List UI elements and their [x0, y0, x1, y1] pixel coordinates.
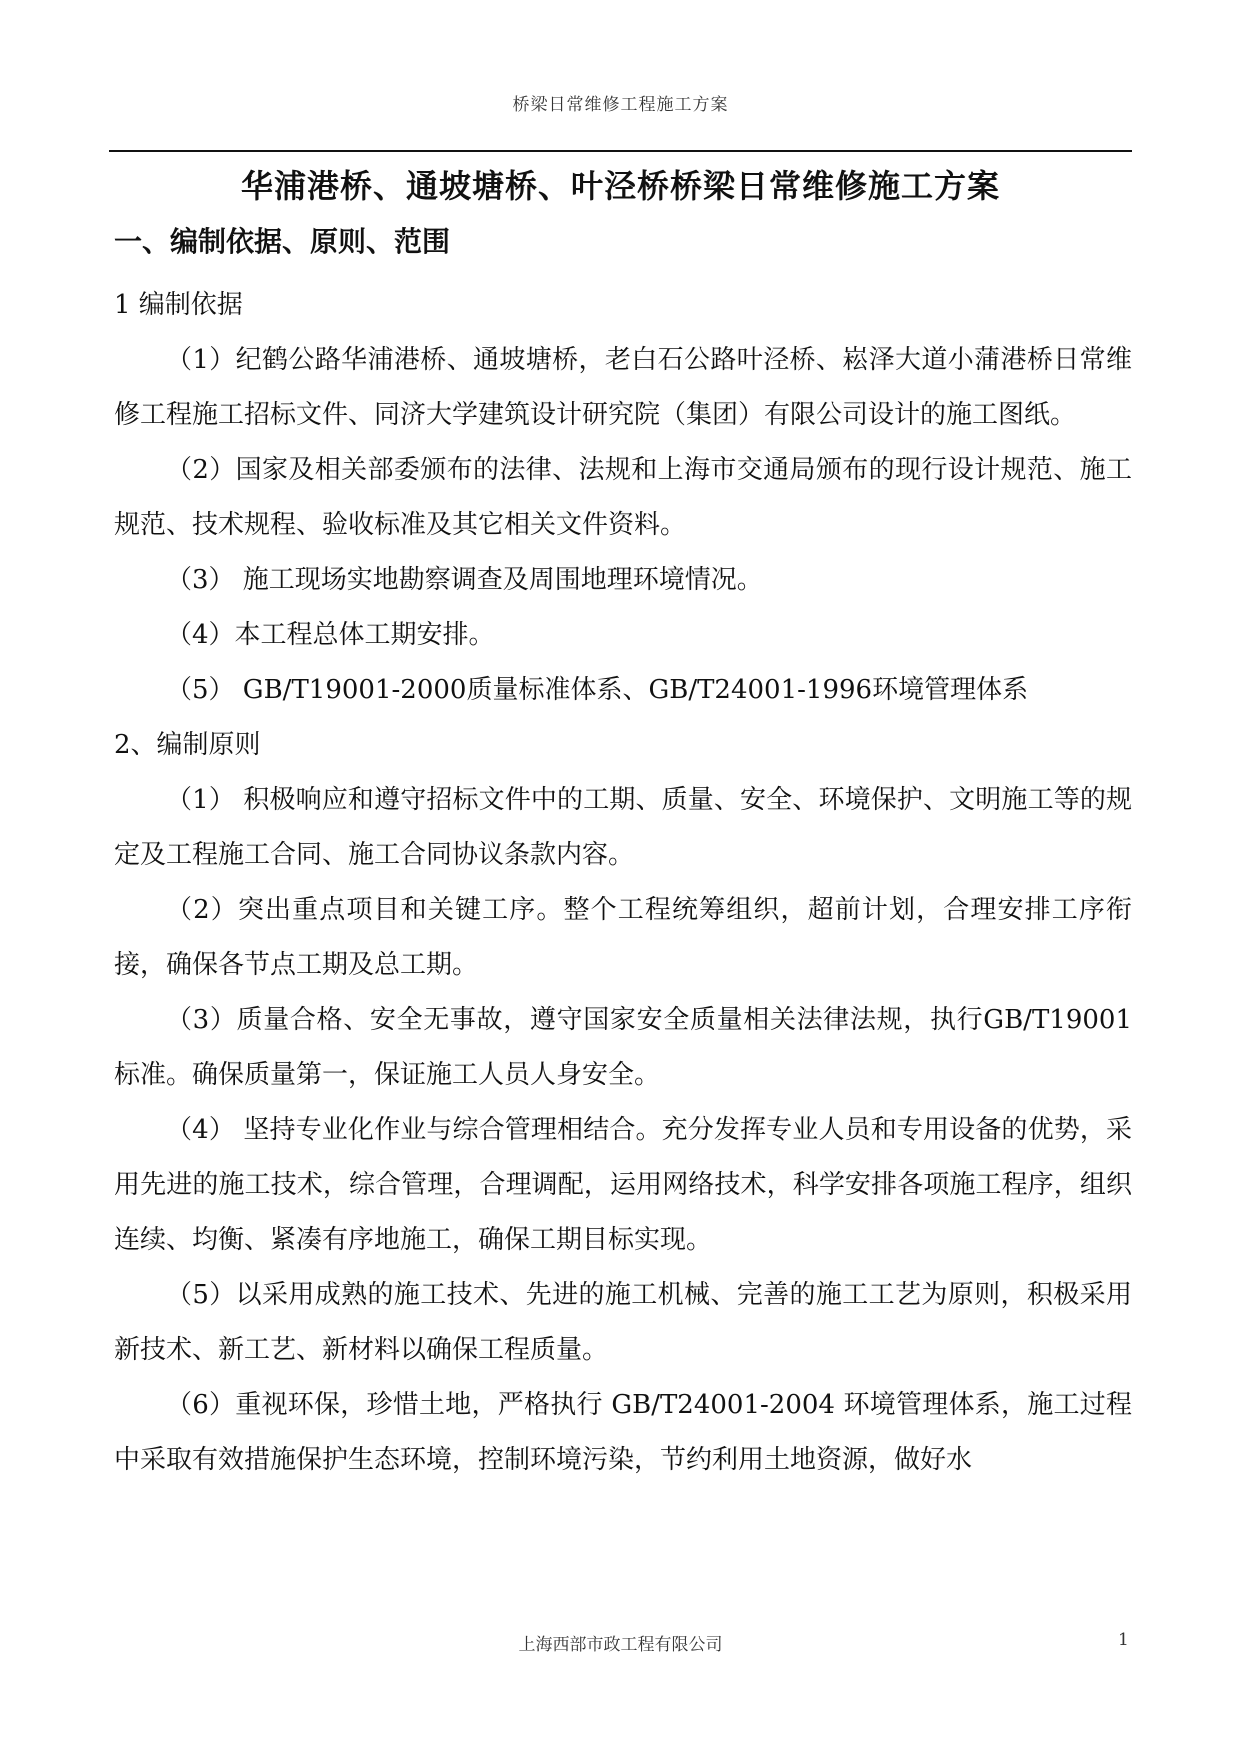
document-body [114, 278, 1132, 1488]
paragraph: （5）以采用成熟的施工技术、先进的施工机械、完善的施工工艺为原则，积极采用新技术、新工艺、新材料以确保工程质量。 [114, 1280, 1132, 1365]
paragraph: （4）本工程总体工期安排。 [166, 620, 495, 650]
running-header: 桥梁日常维修工程施工方案 [512, 95, 729, 115]
paragraph: （2）国家及相关部委颁布的法律、法规和上海市交通局颁布的现行设计规范、施工规范、技术规程、验收标准及其它相关文件资料。 [114, 455, 1132, 540]
paragraph: （1）纪鹤公路华浦港桥、通坡塘桥，老白石公路叶泾桥、崧泽大道小蒲港桥日常维修工程施工招标文件、同济大学建筑设计研究院（集团）有限公司设计的施工图纸。 [114, 345, 1132, 430]
paragraph: （5） GB/T19001-2000质量标准体系、GB/T24001-1996环境管理体系 [166, 675, 1029, 705]
subheading-basis: 1 编制依据 [114, 290, 243, 320]
paragraph: （4） 坚持专业化作业与综合管理相结合。充分发挥专业人员和专用设备的优势，采用先进的施工技术，综合管理，合理调配，运用网络技术，科学安排各项施工程序，组织连续、均衡、紧凑有序地施工，确保工期目标实现。 [114, 1115, 1132, 1255]
paragraph: （3） 施工现场实地勘察调查及周围地理环境情况。 [166, 565, 763, 595]
document-title: 华浦港桥、通坡塘桥、叶泾桥桥梁日常维修施工方案 [240, 167, 1000, 205]
paragraph: （2）突出重点项目和关键工序。整个工程统筹组织，超前计划，合理安排工序衔接，确保各节点工期及总工期。 [114, 895, 1132, 980]
page-number: 1 [1118, 1630, 1129, 1650]
subheading-principles: 2、编制原则 [114, 730, 261, 760]
section-heading: 一、编制依据、原则、范围 [114, 225, 451, 258]
footer-company: 上海西部市政工程有限公司 [518, 1635, 723, 1655]
paragraph: （1） 积极响应和遵守招标文件中的工期、质量、安全、环境保护、文明施工等的规定及工程施工合同、施工合同协议条款内容。 [114, 785, 1132, 870]
header-divider [109, 150, 1132, 152]
paragraph: （3）质量合格、安全无事故，遵守国家安全质量相关法律法规，执行GB/T19001 标准。确保质量第一，保证施工人员人身安全。 [114, 1005, 1132, 1090]
paragraph: （6）重视环保，珍惜土地，严格执行 GB/T24001-2004 环境管理体系，施工过程中采取有效措施保护生态环境，控制环境污染，节约利用土地资源，做好水 [114, 1390, 1132, 1475]
